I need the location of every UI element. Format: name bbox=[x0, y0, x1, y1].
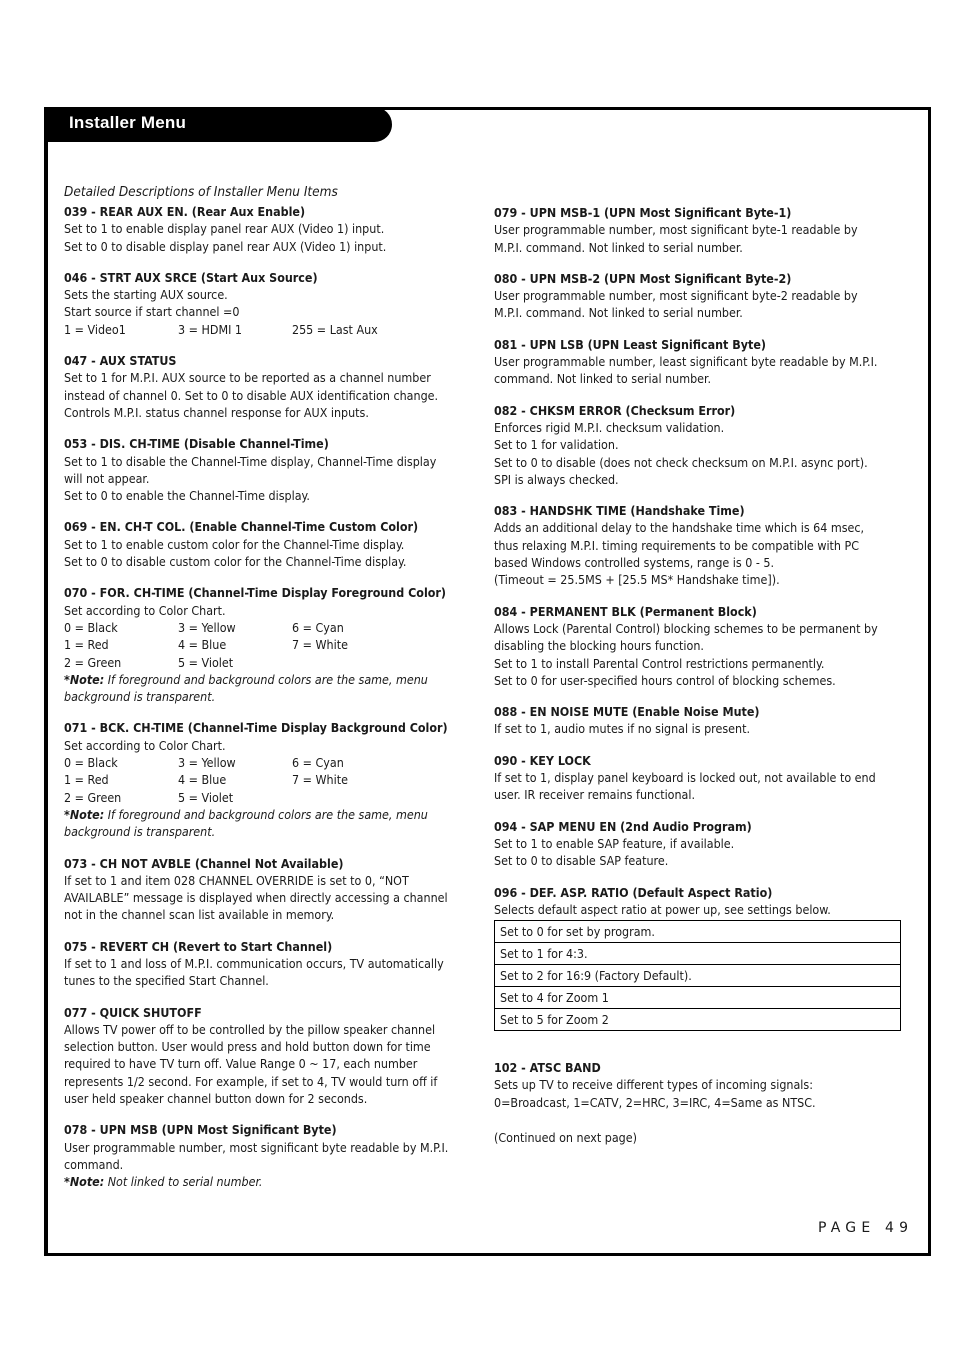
menu-item-heading: 090 - KEY LOCK bbox=[494, 752, 591, 768]
description-line: If set to 1, display panel keyboard is locked out, not available to end bbox=[494, 770, 876, 786]
menu-item-heading: 094 - SAP MENU EN (2nd Audio Program) bbox=[494, 818, 752, 834]
description-line: Enforces rigid M.P.I. checksum validation. bbox=[494, 419, 725, 435]
color-value: 1 = Red bbox=[64, 637, 109, 653]
description-line: User programmable number, most significant byte readable by M.P.I. bbox=[64, 1139, 449, 1155]
description-line: Set to 1 to enable display panel rear AUX (Video 1) input. bbox=[64, 221, 385, 237]
color-value: 3 = Yellow bbox=[178, 755, 236, 771]
menu-item-heading: 082 - CHKSM ERROR (Checksum Error) bbox=[494, 402, 736, 418]
menu-item-section bbox=[64, 855, 478, 924]
menu-item-section bbox=[494, 603, 908, 689]
description-line: tunes to the specified Start Channel. bbox=[64, 973, 269, 989]
description-line: thus relaxing M.P.I. timing requirements to be compatible with PC bbox=[494, 537, 860, 553]
description-line: If set to 1 and item 028 CHANNEL OVERRIDE is set to 0, “NOT bbox=[64, 872, 409, 888]
description-line: Set to 1 for validation. bbox=[494, 437, 619, 453]
value-option: 1 = Video1 bbox=[64, 321, 126, 337]
menu-item-section bbox=[64, 518, 478, 570]
description-line: Set to 0 to disable display panel rear AUX (Video 1) input. bbox=[64, 238, 387, 254]
menu-item-heading: 077 - QUICK SHUTOFF bbox=[64, 1004, 202, 1020]
page-number: PAGE 49 bbox=[818, 1220, 914, 1236]
right-column bbox=[494, 204, 908, 1160]
menu-item-section bbox=[494, 818, 908, 870]
description-line: If set to 1, audio mutes if no signal is present. bbox=[494, 721, 750, 737]
table-cell: Set to 2 for 16:9 (Factory Default). bbox=[495, 965, 901, 987]
color-value: 3 = Yellow bbox=[178, 619, 236, 635]
description-line: Set to 1 to enable custom color for the Channel-Time display. bbox=[64, 536, 405, 552]
menu-item-section bbox=[64, 269, 478, 338]
description-line: will not appear. bbox=[64, 470, 150, 486]
color-value: 4 = Blue bbox=[178, 772, 227, 788]
menu-item-section bbox=[494, 502, 908, 588]
spacer bbox=[494, 1111, 908, 1129]
menu-item-heading: 039 - REAR AUX EN. (Rear Aux Enable) bbox=[64, 204, 306, 219]
menu-item-heading: 069 - EN. CH-T COL. (Enable Channel-Time Custom Color) bbox=[64, 519, 419, 535]
note bbox=[64, 671, 478, 706]
note bbox=[64, 806, 478, 841]
menu-item-heading: 081 - UPN LSB (UPN Least Significant Byte) bbox=[494, 336, 767, 352]
description-line: (Timeout = 25.5MS + [25.5 MS* Handshake time]). bbox=[494, 572, 780, 588]
description-line: Set according to Color Chart. bbox=[64, 602, 226, 618]
description-line: not in the channel scan list available in memory. bbox=[64, 907, 335, 923]
menu-item-heading: 053 - DIS. CH-TIME (Disable Channel-Time) bbox=[64, 436, 329, 452]
menu-item-heading: 102 - ATSC BAND bbox=[494, 1060, 601, 1076]
menu-item-section bbox=[494, 884, 908, 1032]
color-value: 0 = Black bbox=[64, 755, 118, 771]
description-line: User programmable number, most significant byte-2 readable by bbox=[494, 288, 858, 304]
description-line: command. bbox=[64, 1156, 124, 1172]
description-line: Set to 1 to enable SAP feature, if available. bbox=[494, 835, 735, 851]
description-line: Set to 0 to disable SAP feature. bbox=[494, 853, 669, 869]
color-value: 5 = Violet bbox=[178, 789, 234, 805]
menu-item-heading: 080 - UPN MSB-2 (UPN Most Significant Byte-2) bbox=[494, 270, 792, 286]
description-line: Set to 0 to disable (does not check checksum on M.P.I. async port). bbox=[494, 454, 868, 470]
value-option: 255 = Last Aux bbox=[292, 321, 378, 337]
value-option: 3 = HDMI 1 bbox=[178, 321, 243, 337]
value-options bbox=[64, 321, 478, 338]
menu-item-section bbox=[64, 938, 478, 990]
table-row bbox=[495, 1009, 901, 1031]
description-line: Selects default aspect ratio at power up, see settings below. bbox=[494, 901, 831, 917]
table-row bbox=[495, 987, 901, 1009]
menu-item-heading: 084 - PERMANENT BLK (Permanent Block) bbox=[494, 603, 757, 619]
color-chart bbox=[64, 619, 478, 671]
menu-item-heading: 046 - STRT AUX SRCE (Start Aux Source) bbox=[64, 269, 318, 285]
description-line: M.P.I. command. Not linked to serial number. bbox=[494, 239, 743, 255]
description-line: selection button. User would press and hold button down for time bbox=[64, 1039, 431, 1055]
description-line: 0=Broadcast, 1=CATV, 2=HRC, 3=IRC, 4=Same as NTSC. bbox=[494, 1094, 816, 1110]
description-line: Allows Lock (Parental Control) blocking schemes to be permanent by bbox=[494, 620, 878, 636]
color-value bbox=[292, 654, 412, 671]
table-row bbox=[495, 965, 901, 987]
description-line: Controls M.P.I. status channel response for AUX inputs. bbox=[64, 404, 369, 420]
menu-item-heading: 079 - UPN MSB-1 (UPN Most Significant Byte-1) bbox=[494, 205, 792, 220]
continued-note: (Continued on next page) bbox=[494, 1129, 637, 1145]
table-row bbox=[495, 921, 901, 943]
note-text: Not linked to serial number. bbox=[107, 1174, 263, 1190]
description-line: based Windows controlled systems, range is 0 - 5. bbox=[494, 555, 775, 571]
menu-item-section bbox=[64, 203, 478, 255]
description-line: Set to 0 for user-specified hours control of blocking schemes. bbox=[494, 672, 836, 688]
description-line: user held speaker channel button down for 2 seconds. bbox=[64, 1091, 368, 1107]
description-line: instead of channel 0. Set to 0 to disable AUX identification change. bbox=[64, 387, 439, 403]
description-line: Adds an additional delay to the handshake time which is 64 msec, bbox=[494, 520, 865, 536]
menu-item-heading: 088 - EN NOISE MUTE (Enable Noise Mute) bbox=[494, 704, 760, 720]
color-chart bbox=[64, 754, 478, 806]
color-value: 2 = Green bbox=[64, 789, 122, 805]
menu-item-heading: 078 - UPN MSB (UPN Most Significant Byte) bbox=[64, 1122, 337, 1138]
aspect-ratio-table bbox=[494, 920, 901, 1031]
table-row bbox=[495, 943, 901, 965]
color-value bbox=[292, 789, 412, 806]
menu-item-heading: 073 - CH NOT AVBLE (Channel Not Available) bbox=[64, 855, 344, 871]
menu-item-heading: 075 - REVERT CH (Revert to Start Channel) bbox=[64, 938, 333, 954]
menu-item-section bbox=[494, 402, 908, 488]
description-line: Set to 0 to disable custom color for the Channel-Time display. bbox=[64, 554, 407, 570]
description-line: disabling the blocking hours function. bbox=[494, 638, 704, 654]
description-line: required to have TV turn off. Value Range 0 ~ 17, each number bbox=[64, 1056, 418, 1072]
description-line: M.P.I. command. Not linked to serial number. bbox=[494, 305, 743, 321]
description-line: Set to 1 to disable the Channel-Time display, Channel-Time display bbox=[64, 453, 437, 469]
table-cell: Set to 0 for set by program. bbox=[495, 921, 901, 943]
description-line: Set to 1 to install Parental Control restrictions permanently. bbox=[494, 655, 825, 671]
description-line: Set to 0 to enable the Channel-Time display. bbox=[64, 488, 310, 504]
menu-item-heading: 096 - DEF. ASP. RATIO (Default Aspect Ratio) bbox=[494, 884, 773, 900]
description-line: SPI is always checked. bbox=[494, 471, 619, 487]
table-cell: Set to 5 for Zoom 2 bbox=[495, 1009, 901, 1031]
color-value: 4 = Blue bbox=[178, 637, 227, 653]
menu-item-section bbox=[64, 352, 478, 421]
menu-item-heading: 083 - HANDSHK TIME (Handshake Time) bbox=[494, 503, 745, 519]
menu-item-section bbox=[64, 1004, 478, 1108]
description-line: represents 1/2 second. For example, if set to 4, TV would turn off if bbox=[64, 1073, 438, 1089]
color-value: 7 = White bbox=[292, 637, 348, 653]
description-line: User programmable number, least significant byte readable by M.P.I. bbox=[494, 354, 878, 370]
color-value: 1 = Red bbox=[64, 772, 109, 788]
description-line: command. Not linked to serial number. bbox=[494, 371, 711, 387]
section-subtitle: Detailed Descriptions of Installer Menu Items bbox=[64, 184, 338, 200]
color-value: 6 = Cyan bbox=[292, 755, 344, 771]
description-line: If set to 1 and loss of M.P.I. communication occurs, TV automatically bbox=[64, 955, 444, 971]
menu-item-section bbox=[494, 752, 908, 804]
note-label: *Note: bbox=[64, 671, 105, 687]
note-label: *Note: bbox=[64, 1174, 105, 1190]
menu-item-heading: 070 - FOR. CH-TIME (Channel-Time Display Foreground Color) bbox=[64, 585, 447, 601]
color-value: 2 = Green bbox=[64, 654, 122, 670]
menu-item-section bbox=[64, 584, 478, 705]
menu-item-section bbox=[64, 435, 478, 504]
table-cell: Set to 1 for 4:3. bbox=[495, 943, 901, 965]
description-line: Sets the starting AUX source. bbox=[64, 287, 228, 303]
table-cell: Set to 4 for Zoom 1 bbox=[495, 987, 901, 1009]
menu-item-section bbox=[494, 336, 908, 388]
menu-item-heading: 071 - BCK. CH-TIME (Channel-Time Display Background Color) bbox=[64, 720, 448, 736]
description-line: Start source if start channel =0 bbox=[64, 304, 240, 320]
color-value: 0 = Black bbox=[64, 619, 118, 635]
left-column bbox=[64, 182, 478, 1205]
note-text: If foreground and background colors are the same, menu background is transparent. bbox=[64, 806, 428, 840]
description-line: Sets up TV to receive different types of incoming signals: bbox=[494, 1077, 813, 1093]
menu-item-heading: 047 - AUX STATUS bbox=[64, 353, 177, 369]
color-value: 6 = Cyan bbox=[292, 619, 344, 635]
color-value: 7 = White bbox=[292, 772, 348, 788]
menu-item-section bbox=[494, 1059, 908, 1146]
menu-item-section bbox=[64, 1121, 478, 1190]
description-line: Set according to Color Chart. bbox=[64, 737, 226, 753]
page-title: Installer Menu bbox=[69, 113, 187, 132]
description-line: User programmable number, most significant byte-1 readable by bbox=[494, 222, 858, 238]
menu-item-section bbox=[64, 719, 478, 840]
description-line: Set to 1 for M.P.I. AUX source to be reported as a channel number bbox=[64, 370, 431, 386]
note-text: If foreground and background colors are the same, menu background is transparent. bbox=[64, 671, 428, 705]
description-line: AVAILABLE” message is displayed when directly accessing a channel bbox=[64, 890, 448, 906]
description-line: user. IR receiver remains functional. bbox=[494, 787, 696, 803]
color-value: 5 = Violet bbox=[178, 654, 234, 670]
note-label: *Note: bbox=[64, 806, 105, 822]
description-line: Allows TV power off to be controlled by the pillow speaker channel bbox=[64, 1021, 436, 1037]
menu-item-section bbox=[494, 270, 908, 322]
menu-item-section bbox=[494, 204, 908, 256]
note bbox=[64, 1173, 478, 1190]
menu-item-section bbox=[494, 703, 908, 738]
